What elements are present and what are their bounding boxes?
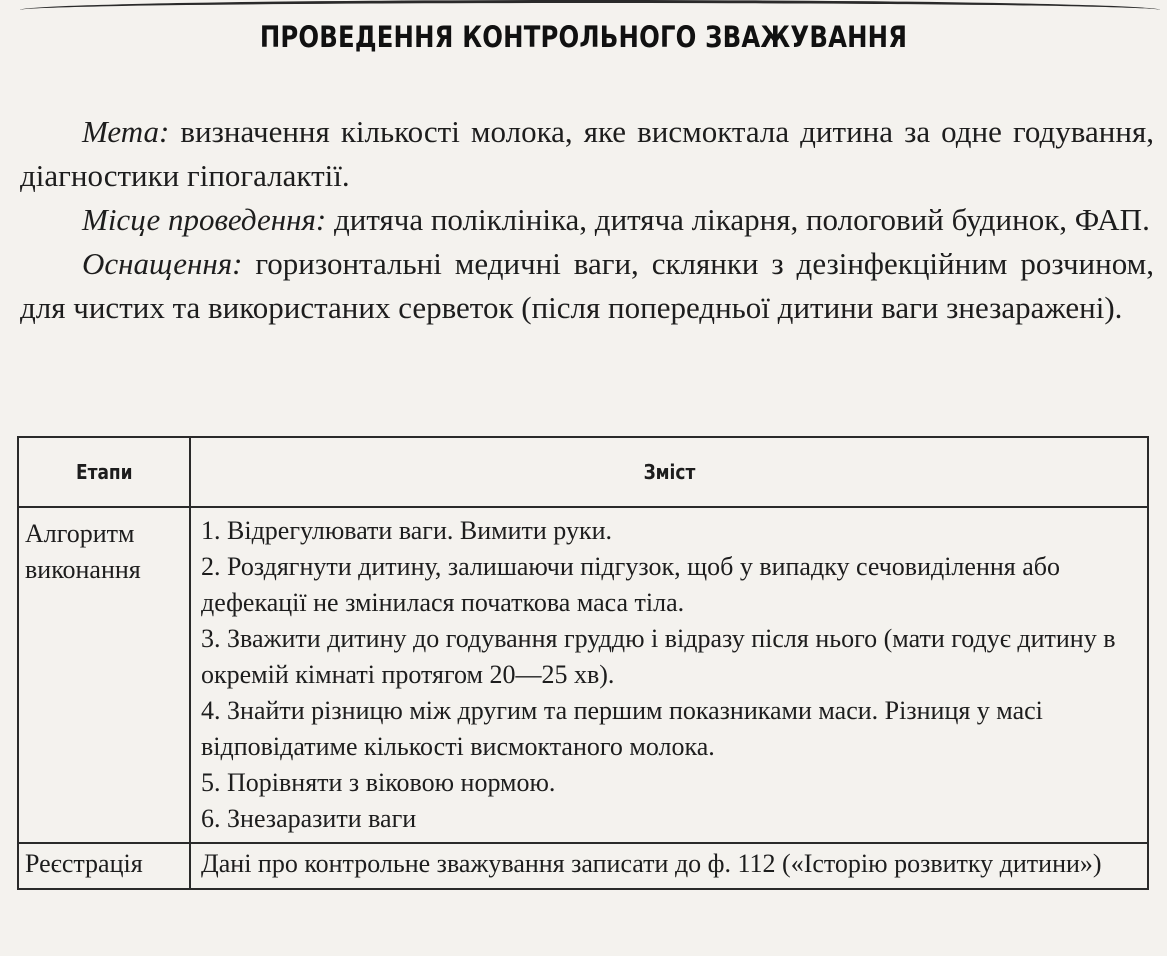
goal-text: визначення кількості молока, яке висмоктала дитина за одне годування, діагностики гіпогалактії.	[20, 114, 1154, 193]
step-5: 5. Порівняти з віковою нормою.	[201, 768, 556, 797]
top-rule	[20, 0, 1160, 15]
step-6: 6. Знезаразити ваги	[201, 804, 417, 833]
page-title: ПРОВЕДЕННЯ КОНТРОЛЬНОГО ЗВАЖУВАННЯ	[259, 20, 908, 54]
header-stages: Етапи	[18, 437, 190, 507]
table-row	[18, 507, 1148, 843]
equipment-text: горизонтальні медичні ваги, склянки з дезінфекційним розчином, для чистих та використаних серветок (після попередньої дитини ваги знезаражені).	[20, 246, 1154, 325]
place-text: дитяча поліклініка, дитяча лікарня, пологовий будинок, ФАП.	[326, 202, 1150, 237]
goal-label: Мета:	[82, 114, 170, 149]
place-paragraph	[20, 198, 1154, 242]
registration-text: Дані про контрольне зважування записати до ф. 112 («Історію розвитку дитини»)	[190, 843, 1148, 889]
stage-registration: Реєстрація	[18, 843, 190, 889]
step-4: 4. Знайти різницю між другим та першим показниками маси. Різниця у масі відповідатиме кількості висмоктаного молока.	[201, 696, 1043, 761]
stage-algorithm: Алгоритм виконання	[18, 507, 190, 843]
table-header-row	[18, 437, 1148, 507]
step-2: 2. Роздягнути дитину, залишаючи підгузок, щоб у випадку сечовиділення або дефекації не змінилася початкова маса тіла.	[201, 552, 1061, 617]
table-row	[18, 843, 1148, 889]
equipment-label: Оснащення:	[82, 246, 243, 281]
step-3: 3. Зважити дитину до годування груддю і відразу після нього (мати годує дитину в окремій кімнаті протягом 20—25 хв).	[201, 624, 1116, 689]
place-label: Місце проведення:	[82, 202, 327, 237]
goal-paragraph	[20, 110, 1154, 198]
procedure-table	[17, 436, 1149, 890]
equipment-paragraph	[20, 242, 1154, 330]
header-content: Зміст	[190, 437, 1148, 507]
intro-section	[20, 110, 1154, 330]
algorithm-steps	[190, 507, 1148, 843]
step-1: 1. Відрегулювати ваги. Вимити руки.	[201, 516, 612, 545]
